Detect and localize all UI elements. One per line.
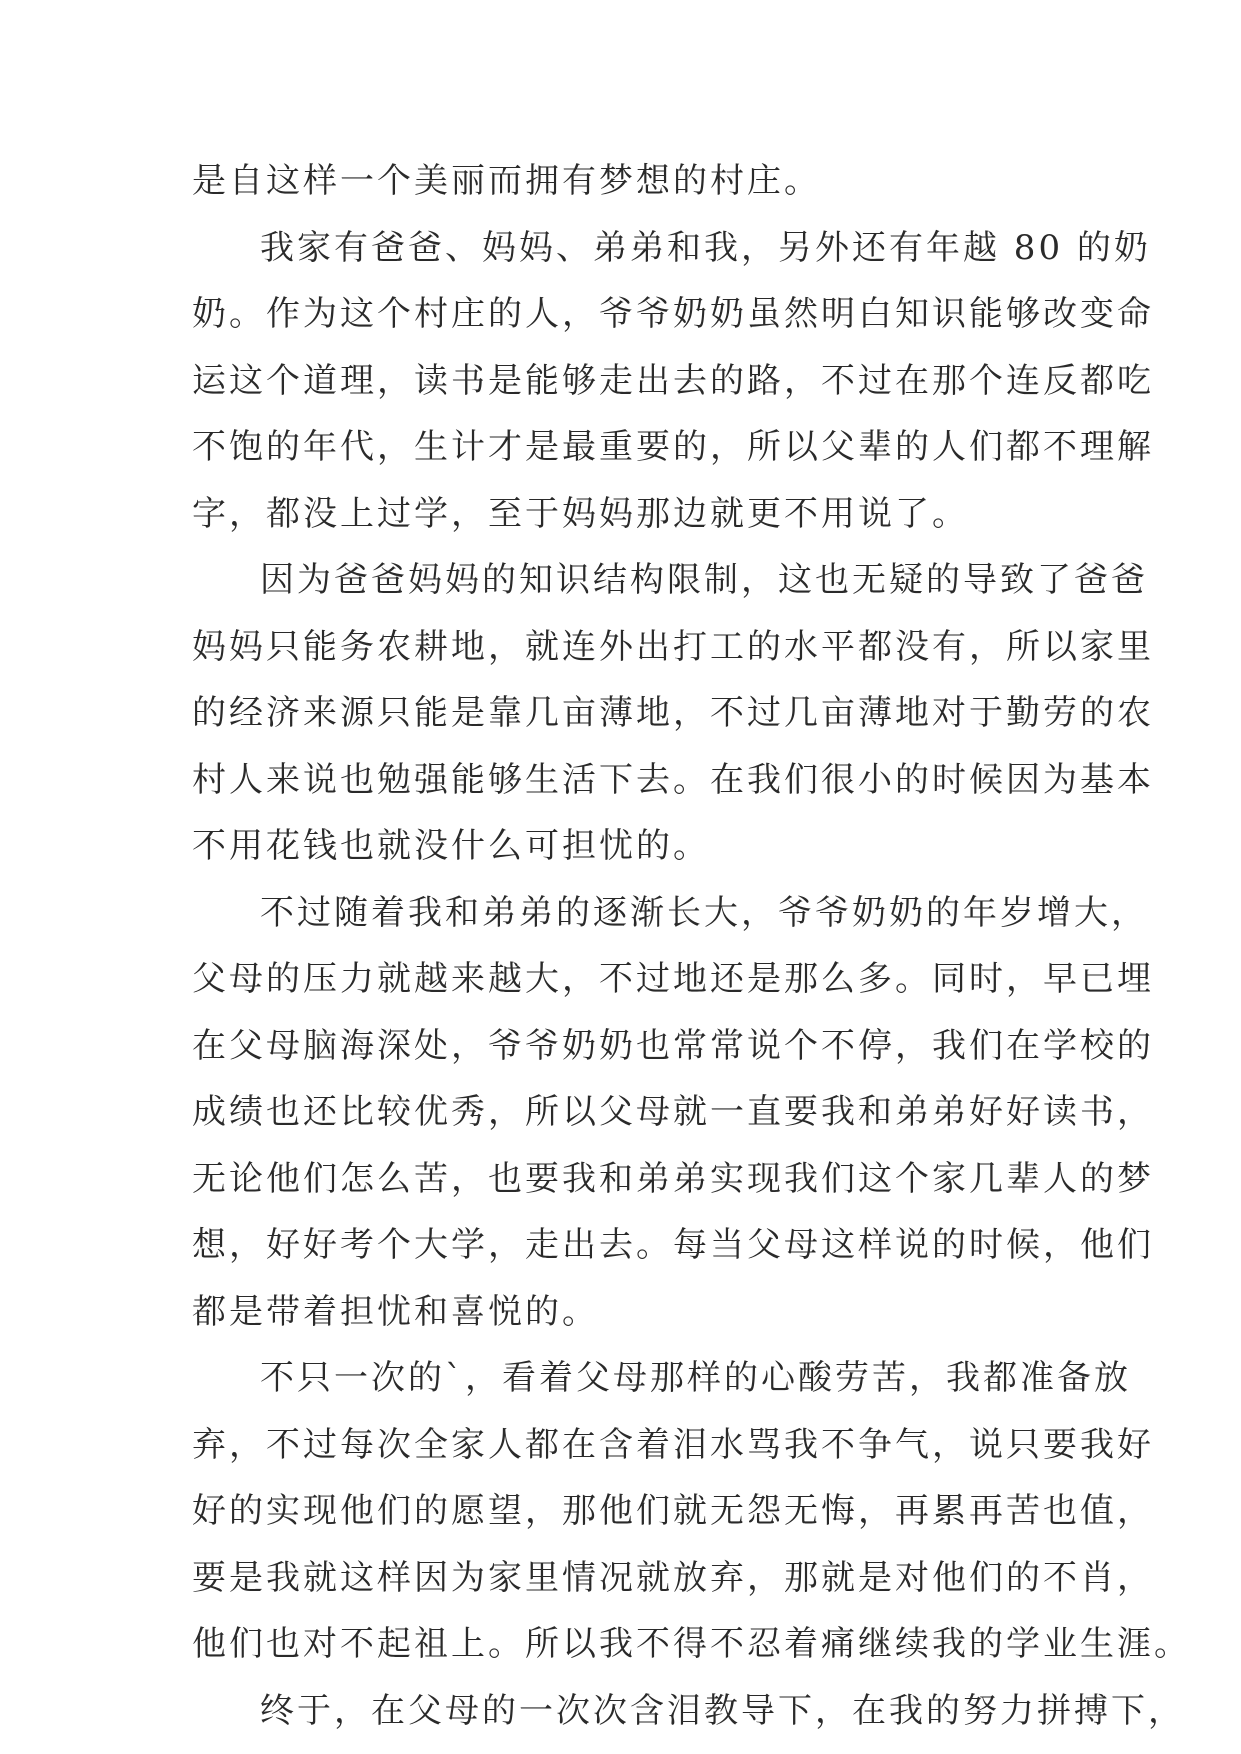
body-text <box>192 148 1191 1744</box>
text-line: 成绩也还比较优秀，所以父母就一直要我和弟弟好好读书， <box>192 1092 1154 1132</box>
text-line: 不饱的年代，生计才是最重要的，所以父辈的人们都不理解 <box>192 427 1154 467</box>
text-line: 是自这样一个美丽而拥有梦想的村庄。 <box>192 161 821 201</box>
text-line: 好的实现他们的愿望，那他们就无怨无悔，再累再苦也值， <box>192 1491 1154 1531</box>
text-line: 我家有爸爸、妈妈、弟弟和我，另外还有年越 80 的奶 <box>260 227 1151 268</box>
text-line: 妈妈只能务农耕地，就连外出打工的水平都没有，所以家里 <box>192 626 1154 667</box>
text-line: 不过随着我和弟弟的逐渐长大，爷爷奶奶的年岁增大， <box>260 892 1148 933</box>
text-line: 他们也对不起祖上。所以我不得不忍着痛继续我的学业生涯。 <box>192 1624 1191 1664</box>
text-line: 不只一次的`，看着父母那样的心酸劳苦，我都准备放 <box>260 1358 1131 1398</box>
text-line: 父母的压力就越来越大，不过地还是那么多。同时，早已埋 <box>192 959 1154 999</box>
text-line: 字，都没上过学，至于妈妈那边就更不用说了。 <box>192 493 969 534</box>
text-line: 村人来说也勉强能够生活下去。在我们很小的时候因为基本 <box>192 759 1154 800</box>
text-line: 的经济来源只能是靠几亩薄地，不过几亩薄地对于勤劳的农 <box>192 693 1154 733</box>
text-line: 都是带着担忧和喜悦的。 <box>192 1291 599 1332</box>
text-line: 要是我就这样因为家里情况就放弃，那就是对他们的不肖， <box>192 1557 1154 1598</box>
text-line: 想，好好考个大学，走出去。每当父母这样说的时候，他们 <box>192 1225 1154 1265</box>
text-line: 无论他们怎么苦，也要我和弟弟实现我们这个家几辈人的梦 <box>192 1158 1154 1199</box>
text-line: 奶。作为这个村庄的人，爷爷奶奶虽然明白知识能够改变命 <box>192 294 1154 334</box>
text-line: 终于，在父母的一次次含泪教导下，在我的努力拼搏下， <box>260 1690 1185 1731</box>
text-line: 不用花钱也就没什么可担忧的。 <box>192 826 710 866</box>
text-line: 因为爸爸妈妈的知识结构限制，这也无疑的导致了爸爸 <box>260 560 1148 600</box>
text-line: 弃，不过每次全家人都在含着泪水骂我不争气，说只要我好 <box>192 1424 1154 1465</box>
text-line: 运这个道理，读书是能够走出去的路，不过在那个连反都吃 <box>192 360 1154 401</box>
text-line: 在父母脑海深处，爷爷奶奶也常常说个不停，我们在学校的 <box>192 1025 1154 1066</box>
